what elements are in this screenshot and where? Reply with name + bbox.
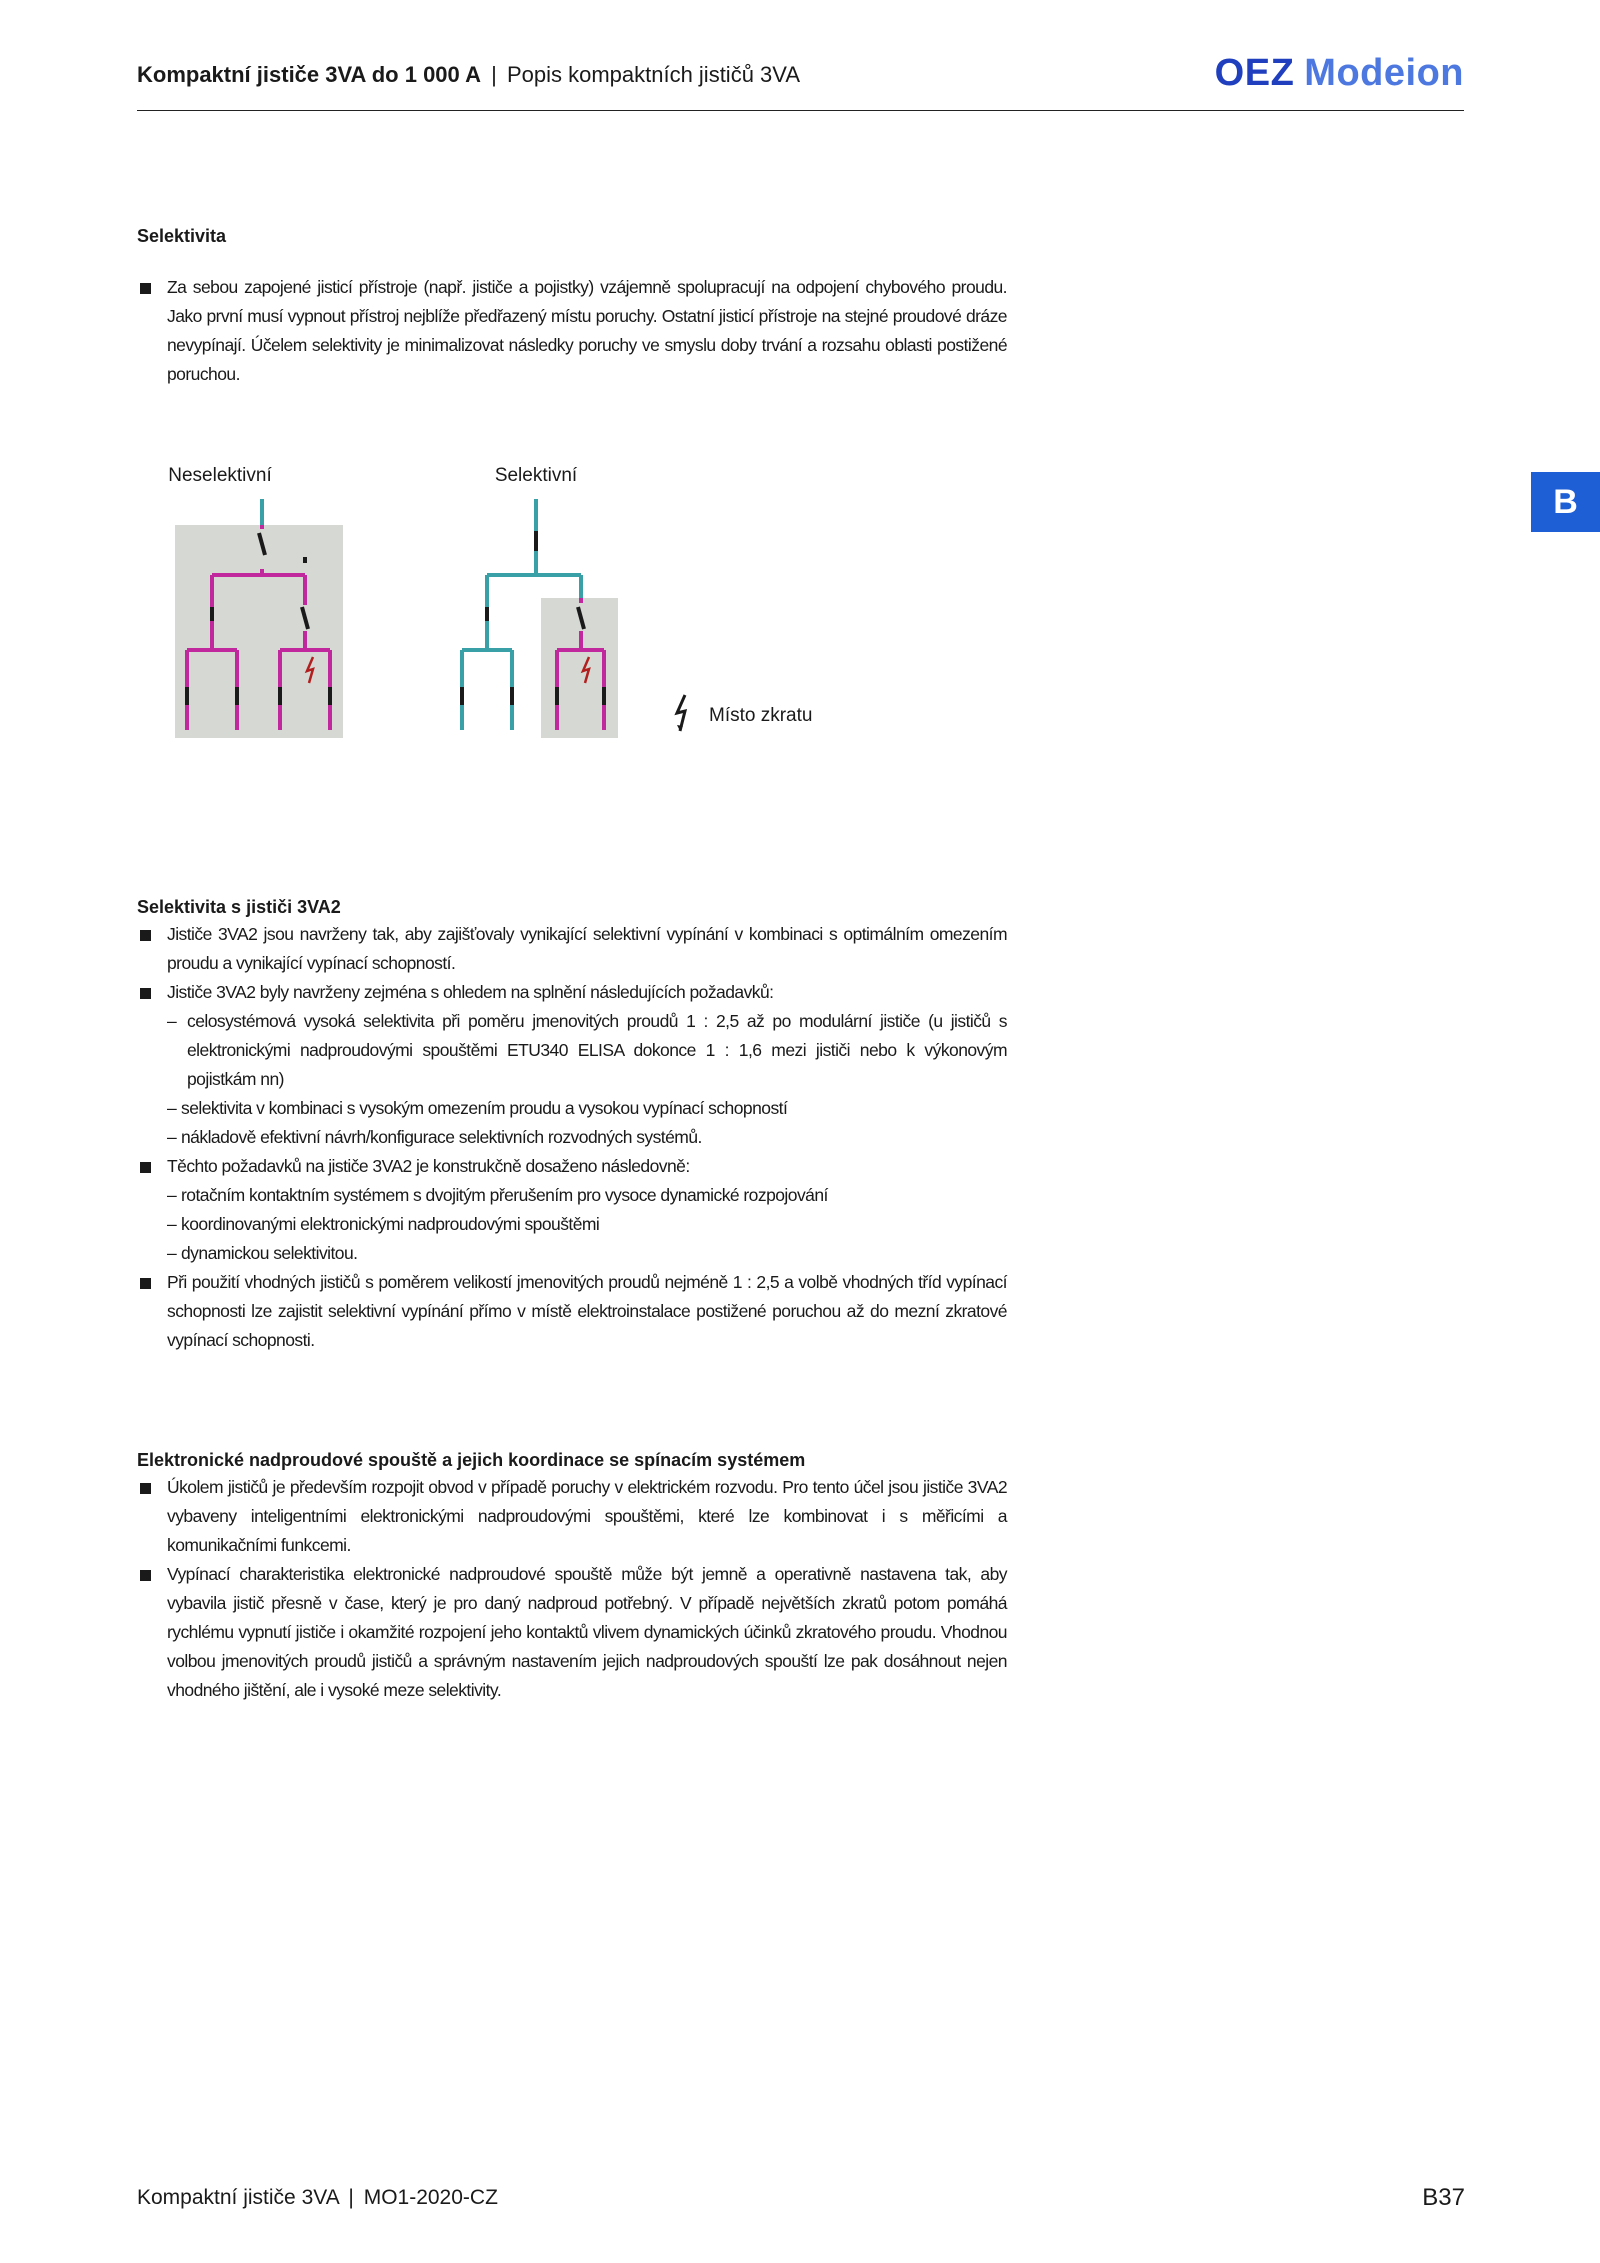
dash-text: rotačním kontaktním systémem s dvojitým přerušením pro vysoce dynamické rozpojování <box>181 1185 828 1205</box>
bullet-square-icon <box>140 930 151 941</box>
footer-publication: Kompaktní jističe 3VA <box>137 2186 339 2209</box>
logo-modeion: Modeion <box>1304 52 1464 94</box>
bullet-square-icon <box>140 1570 151 1581</box>
header-title-rest: Popis kompaktních jističů 3VA <box>506 62 800 87</box>
legend <box>677 695 812 731</box>
footer-code: MO1-2020-CZ <box>363 2186 498 2209</box>
bullet-square-icon <box>140 988 151 999</box>
bullet-item <box>137 1152 1007 1181</box>
dash-item: – nákladově efektivní návrh/konfigurace selektivních rozvodných systémů. <box>137 1123 1007 1152</box>
section-title: Selektivita s jističi 3VA2 <box>137 897 341 917</box>
bullet-text: Těchto požadavků na jističe 3VA2 je konstrukčně dosaženo následovně: <box>167 1156 690 1176</box>
bullet-item <box>137 1268 1007 1355</box>
selectivity-diagram <box>137 455 857 755</box>
section-selektivita-3va2 <box>137 897 1007 1355</box>
section-title: Elektronické nadproudové spouště a jejich koordinace se spínacím systémem <box>137 1450 806 1470</box>
page-header <box>137 52 1464 111</box>
section-title: Selektivita <box>137 226 227 246</box>
footer-left <box>137 2186 498 2210</box>
header-title <box>137 62 800 88</box>
bullet-text: Úkolem jističů je především rozpojit obvod v případě poruchy v elektrickém rozvodu. Pro tento účel jsou jističe 3VA2 vybaveny inteligentními elektronickými nadproudovými spouštěmi, které lze kombinovat i s měřicími a komunikačními funkcemi. <box>167 1477 1007 1555</box>
bullet-square-icon <box>140 1278 151 1289</box>
section-selektivita <box>137 226 1007 389</box>
page-number: B37 <box>1422 2184 1465 2211</box>
header-separator: | <box>491 62 497 87</box>
oez-modeion-logo <box>1215 52 1464 95</box>
dash-text: koordinovanými elektronickými nadproudovými spouštěmi <box>181 1214 600 1234</box>
dash-item: – dynamickou selektivitou. <box>137 1239 1007 1268</box>
chapter-tab: B <box>1531 472 1600 532</box>
bullet-text: Jističe 3VA2 byly navrženy zejména s ohledem na splnění následujících požadavků: <box>167 982 774 1002</box>
bullet-text: Jističe 3VA2 jsou navrženy tak, aby zajišťovaly vynikající selektivní vypínání v kombinaci s optimálním omezením proudu a vynikající vypínací schopností. <box>167 924 1007 973</box>
dash-text: nákladově efektivní návrh/konfigurace selektivních rozvodných systémů. <box>181 1127 702 1147</box>
bullet-text: Vypínací charakteristika elektronické nadproudové spouště může být jemně a operativně nastavena tak, aby vybavila jistič přesně v čase, který je pro daný nadproud potřebný. V případě největších zkratů potom pomáhá rychlému vypnutí jističe i okamžité rozpojení jeho kontaktů vlivem dynamických účinků zkratového proudu. Vhodnou volbou jmenovitých proudů jističů a správným nastavením jejich nadproudových spouští lze pak dosáhnout nejen vhodného jištění, ale i vysoké meze selektivity. <box>167 1564 1007 1700</box>
logo-oez: OEZ <box>1214 52 1295 94</box>
legend-label: Místo zkratu <box>709 705 813 726</box>
selective-network <box>462 499 618 738</box>
footer-separator: | <box>348 2186 354 2209</box>
nonselective-network <box>175 499 343 738</box>
bullet-square-icon <box>140 1162 151 1173</box>
bullet-item <box>137 273 1007 389</box>
affected-area <box>175 525 343 738</box>
bullet-item <box>137 1560 1007 1705</box>
dash-text: dynamickou selektivitou. <box>181 1243 358 1263</box>
dash-item: – rotačním kontaktním systémem s dvojitým přerušením pro vysoce dynamické rozpojování <box>137 1181 1007 1210</box>
dash-item: – selektivita v kombinaci s vysokým omezením proudu a vysokou vypínací schopností <box>137 1094 1007 1123</box>
bullet-item <box>137 920 1007 978</box>
bullet-item <box>137 978 1007 1007</box>
bullet-item <box>137 1473 1007 1560</box>
section-elektronicke-spouste <box>137 1450 1007 1705</box>
bullet-square-icon <box>140 283 151 294</box>
diagram-label-nonselective: Neselektivní <box>168 465 272 486</box>
dash-item: – celosystémová vysoká selektivita při poměru jmenovitých proudů 1 : 2,5 až po modulární jističe (u jističů s elektronickými nadproudovými spouštěmi ETU340 ELISA dokonce 1 : 1,6 mezi jističi nebo k výkonovým pojistkám nn) <box>137 1007 1007 1094</box>
bullet-text: Za sebou zapojené jisticí přístroje (např. jističe a pojistky) vzájemně spolupracují na odpojení chybového proudu. Jako první musí vypnout přístroj nejblíže předřazený místu poruchy. Ostatní jisticí přístroje na stejné proudové dráze nevypínají. Účelem selektivity je minimalizovat následky poruchy ve smyslu doby trvání a rozsahu oblasti postižené poruchou. <box>167 277 1007 384</box>
dash-text: selektivita v kombinaci s vysokým omezením proudu a vysokou vypínací schopností <box>181 1098 788 1118</box>
dash-item: – koordinovanými elektronickými nadproudovými spouštěmi <box>137 1210 1007 1239</box>
bullet-square-icon <box>140 1483 151 1494</box>
diagram-label-selective: Selektivní <box>494 465 578 486</box>
bullet-text: Při použití vhodných jističů s poměrem velikostí jmenovitých proudů nejméně 1 : 2,5 a volbě vhodných tříd vypínací schopnosti lze zajistit selektivní vypínání přímo v místě elektroinstalace postižené poruchou až do mezní zkratové vypínací schopnosti. <box>167 1272 1007 1350</box>
dash-text: celosystémová vysoká selektivita při poměru jmenovitých proudů 1 : 2,5 až po modulární jističe (u jističů s elektronickými nadproudovými spouštěmi ETU340 ELISA dokonce 1 : 1,6 mezi jističi nebo k výkonovým pojistkám nn) <box>187 1011 1007 1089</box>
header-title-bold: Kompaktní jističe 3VA do 1 000 A <box>137 62 481 87</box>
